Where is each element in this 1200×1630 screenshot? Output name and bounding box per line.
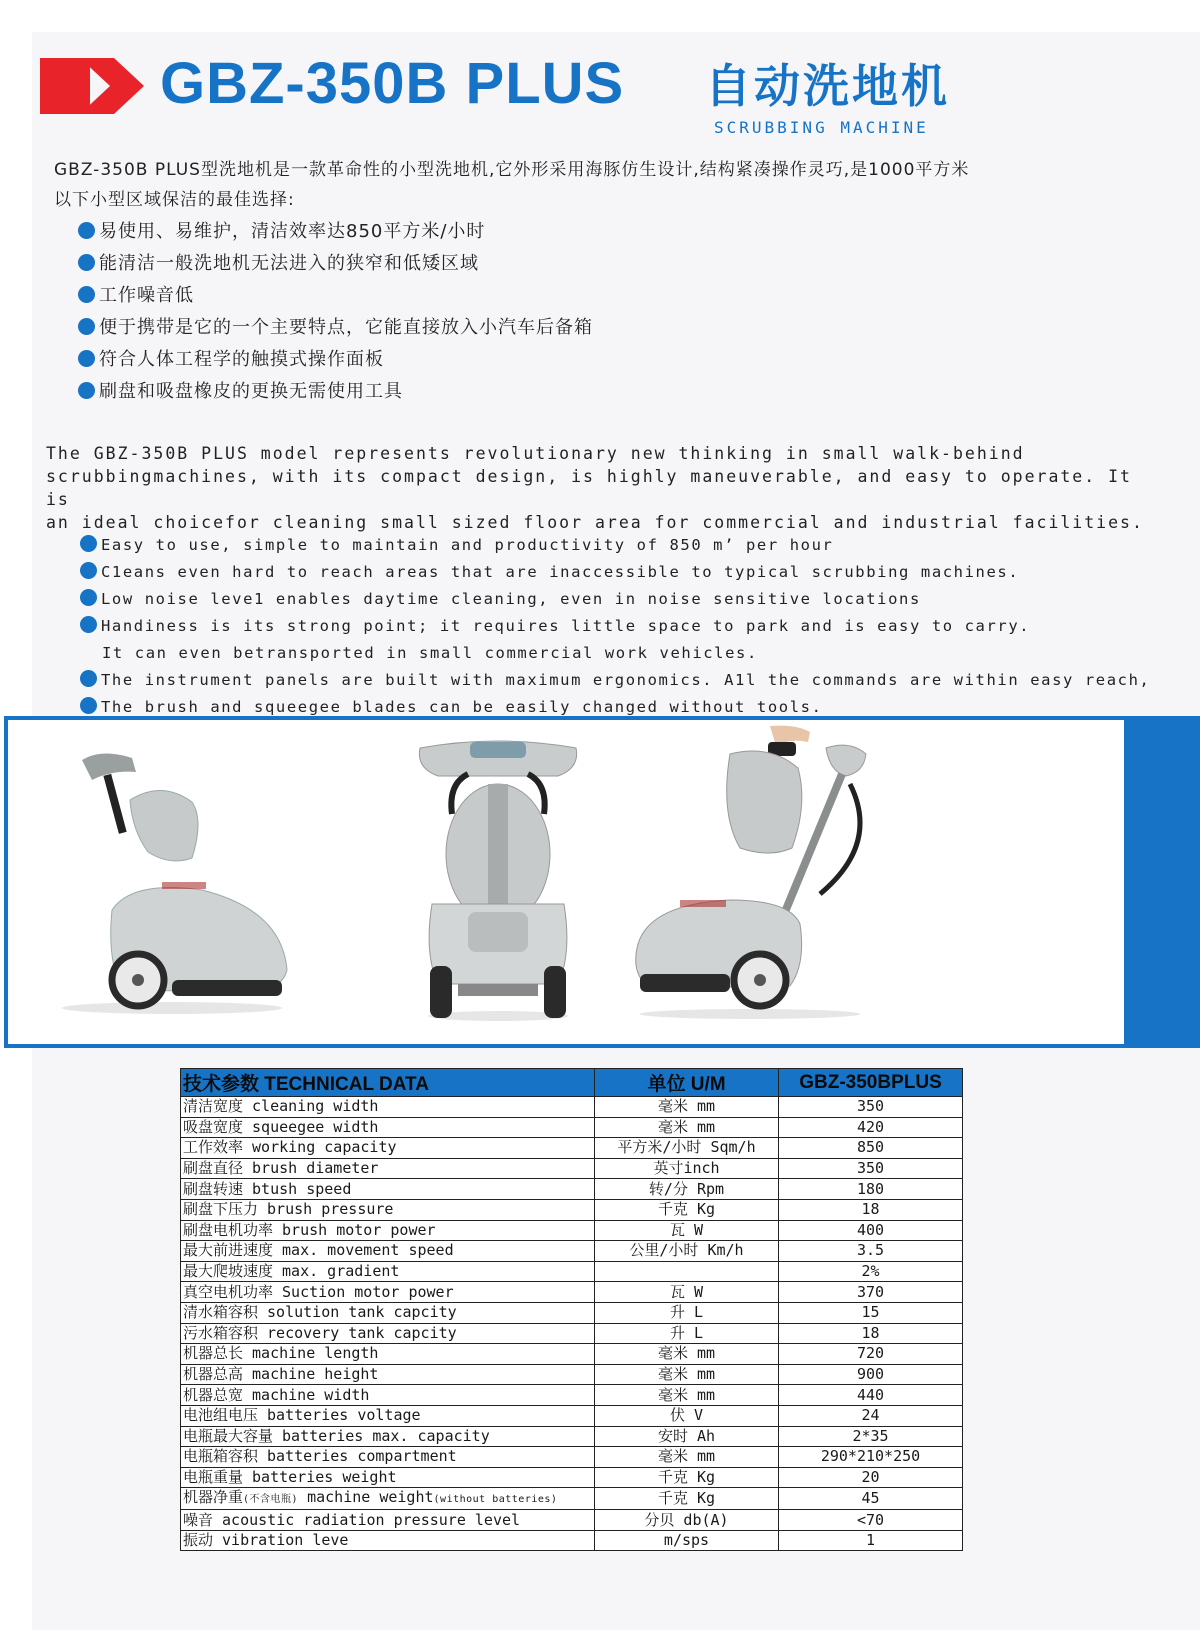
- bullet-dot-icon: [78, 350, 95, 367]
- unit-cell: 英寸inch: [595, 1158, 779, 1179]
- feature-item-cn: [78, 216, 593, 248]
- feature-text: 能清洁一般洗地机无法进入的狭窄和低矮区域: [99, 253, 479, 274]
- table-body: [181, 1097, 963, 1551]
- parameter-cell: 污水箱容积 recovery tank capcity: [181, 1323, 595, 1344]
- feature-item-en: [80, 559, 1150, 586]
- bullet-dot-icon: [78, 382, 95, 399]
- feature-item-cn: [78, 376, 593, 408]
- parameter-cell: 振动 vibration leve: [181, 1530, 595, 1551]
- feature-item-cn: [78, 344, 593, 376]
- column-header-model: GBZ-350BPLUS: [779, 1069, 963, 1097]
- unit-cell: 千克 Kg: [595, 1199, 779, 1220]
- feature-text: The brush and squeegee blades can be easily changed without tools.: [101, 698, 823, 716]
- parameter-cell: 噪音 acoustic radiation pressure level: [181, 1510, 595, 1531]
- bullet-dot-icon: [78, 222, 95, 239]
- value-cell: 24: [779, 1405, 963, 1426]
- intro-en-line3: an ideal choicefor cleaning small sized floor area for commercial and industrial facilities.: [46, 513, 1144, 532]
- feature-text: Easy to use, simple to maintain and productivity of 850 m’ per hour: [101, 536, 834, 554]
- feature-item-en: [80, 613, 1150, 640]
- value-cell: 180: [779, 1179, 963, 1200]
- feature-item-en: [80, 667, 1150, 694]
- table-row: [181, 1097, 963, 1118]
- feature-item-en: [80, 532, 1150, 559]
- value-cell: 350: [779, 1158, 963, 1179]
- value-cell: 45: [779, 1488, 963, 1510]
- parameter-cell: 吸盘宽度 squeegee width: [181, 1117, 595, 1138]
- product-title-cn: 自动洗地机: [705, 59, 950, 113]
- bullet-dot-icon: [80, 589, 97, 606]
- feature-text: The instrument panels are built with maximum ergonomics. A1l the commands are within easy reach,: [101, 671, 1151, 689]
- bullet-dot-icon: [80, 535, 97, 552]
- parameter-cell: 机器总高 machine height: [181, 1364, 595, 1385]
- model-title: GBZ-350B PLUS: [160, 51, 625, 116]
- parameter-cell: 真空电机功率 Suction motor power: [181, 1282, 595, 1303]
- spec-table: [180, 1068, 963, 1551]
- parameter-cell: [181, 1488, 595, 1510]
- unit-cell: 平方米/小时 Sqm/h: [595, 1138, 779, 1159]
- table-row: [181, 1510, 963, 1531]
- parameter-cell: 清洁宽度 cleaning width: [181, 1097, 595, 1118]
- unit-cell: m/sps: [595, 1530, 779, 1551]
- unit-cell: 毫米 mm: [595, 1364, 779, 1385]
- unit-cell: 分贝 db(A): [595, 1510, 779, 1531]
- table-row: [181, 1488, 963, 1510]
- parameter-cell: 刷盘直径 brush diameter: [181, 1158, 595, 1179]
- column-header-parameter: 技术参数 TECHNICAL DATA: [181, 1069, 595, 1097]
- table-header-row: [181, 1069, 963, 1097]
- unit-cell: 毫米 mm: [595, 1447, 779, 1468]
- feature-item-cn: [78, 248, 593, 280]
- table-row: [181, 1158, 963, 1179]
- feature-list-cn: [78, 216, 593, 408]
- machine-carry-view: [620, 724, 910, 1024]
- unit-cell: 毫米 mm: [595, 1117, 779, 1138]
- feature-text: 刷盘和吸盘橡皮的更换无需使用工具: [99, 381, 403, 402]
- value-cell: 720: [779, 1344, 963, 1365]
- unit-cell: 瓦 W: [595, 1282, 779, 1303]
- unit-cell: 升 L: [595, 1302, 779, 1323]
- technical-data-table: [180, 1068, 962, 1551]
- parameter-note: (不含电瓶): [243, 1494, 299, 1506]
- value-cell: 850: [779, 1138, 963, 1159]
- table-row: [181, 1199, 963, 1220]
- intro-cn-line1: GBZ-350B PLUS型洗地机是一款革命性的小型洗地机,它外形采用海豚仿生设计,结构紧凑操作灵巧,是1000平方米: [54, 160, 970, 180]
- feature-item-en: [80, 586, 1150, 613]
- unit-cell: 安时 Ah: [595, 1426, 779, 1447]
- bullet-dot-icon: [80, 670, 97, 687]
- parameter-cell: 电瓶箱容积 batteries compartment: [181, 1447, 595, 1468]
- table-row: [181, 1467, 963, 1488]
- bullet-dot-icon: [80, 562, 97, 579]
- value-cell: <70: [779, 1510, 963, 1531]
- parameter-cn: 机器净重: [183, 1488, 244, 1507]
- parameter-cell: 最大爬坡速度 max. gradient: [181, 1261, 595, 1282]
- value-cell: 350: [779, 1097, 963, 1118]
- parameter-cell: 刷盘转速 btush speed: [181, 1179, 595, 1200]
- bullet-dot-icon: [78, 286, 95, 303]
- unit-cell: 瓦 W: [595, 1220, 779, 1241]
- table-row: [181, 1426, 963, 1447]
- parameter-cell: 工作效率 working capacity: [181, 1138, 595, 1159]
- intro-cn: [54, 155, 1164, 215]
- intro-cn-line2: 以下小型区域保洁的最佳选择:: [54, 190, 295, 210]
- feature-list-en: [80, 532, 1150, 721]
- table-row: [181, 1179, 963, 1200]
- bullet-dot-icon: [80, 697, 97, 714]
- bullet-dot-icon: [80, 616, 97, 633]
- unit-cell: 千克 Kg: [595, 1488, 779, 1510]
- value-cell: 370: [779, 1282, 963, 1303]
- machine-rear-view: [408, 734, 588, 1024]
- feature-item-cn: [78, 280, 593, 312]
- table-row: [181, 1405, 963, 1426]
- table-row: [181, 1530, 963, 1551]
- table-row: [181, 1282, 963, 1303]
- value-cell: 18: [779, 1323, 963, 1344]
- unit-cell: 转/分 Rpm: [595, 1179, 779, 1200]
- intro-en-line2: scrubbingmachines, with its compact design, is highly maneuverable, and easy to operate. It is: [46, 467, 1132, 509]
- table-row: [181, 1138, 963, 1159]
- parameter-cell: 电池组电压 batteries voltage: [181, 1405, 595, 1426]
- feature-text: C1eans even hard to reach areas that are inaccessible to typical scrubbing machines.: [101, 563, 1020, 581]
- feature-item-cn: [78, 312, 593, 344]
- unit-cell: 公里/小时 Km/h: [595, 1241, 779, 1262]
- table-row: [181, 1447, 963, 1468]
- parameter-cell: 电瓶重量 batteries weight: [181, 1467, 595, 1488]
- feature-item-en-continuation: It can even betransported in small commercial work vehicles.: [102, 644, 758, 662]
- value-cell: 1: [779, 1530, 963, 1551]
- parameter-cell: 电瓶最大容量 batteries max. capacity: [181, 1426, 595, 1447]
- value-cell: 440: [779, 1385, 963, 1406]
- table-row: [181, 1385, 963, 1406]
- value-cell: 290*210*250: [779, 1447, 963, 1468]
- value-cell: 15: [779, 1302, 963, 1323]
- parameter-cell: 清水箱容积 solution tank capcity: [181, 1302, 595, 1323]
- parameter-cell: 刷盘电机功率 brush motor power: [181, 1220, 595, 1241]
- value-cell: 2%: [779, 1261, 963, 1282]
- machine-side-view: [52, 740, 292, 1020]
- bullet-dot-icon: [78, 254, 95, 271]
- table-row: [181, 1364, 963, 1385]
- value-cell: 400: [779, 1220, 963, 1241]
- unit-cell: [595, 1261, 779, 1282]
- value-cell: 900: [779, 1364, 963, 1385]
- unit-cell: 伏 V: [595, 1405, 779, 1426]
- table-row: [181, 1302, 963, 1323]
- feature-text: 易使用、易维护，清洁效率达850平方米/小时: [99, 221, 486, 242]
- unit-cell: 毫米 mm: [595, 1344, 779, 1365]
- bullet-dot-icon: [78, 318, 95, 335]
- feature-text: Low noise leve1 enables daytime cleaning, even in noise sensitive locations: [101, 590, 921, 608]
- unit-cell: 毫米 mm: [595, 1385, 779, 1406]
- column-header-unit: 单位 U/M: [595, 1069, 779, 1097]
- unit-cell: 升 L: [595, 1323, 779, 1344]
- table-row: [181, 1344, 963, 1365]
- photo-accent-tab: [1124, 716, 1200, 1048]
- feature-text: Handiness is its strong point; it requires little space to park and is easy to carry.: [101, 617, 1031, 635]
- value-cell: 18: [779, 1199, 963, 1220]
- parameter-note: (without batteries): [433, 1494, 558, 1506]
- product-subtitle: SCRUBBING MACHINE: [714, 118, 929, 137]
- table-row: [181, 1261, 963, 1282]
- parameter-cell: 机器总长 machine length: [181, 1344, 595, 1365]
- intro-en-line1: The GBZ-350B PLUS model represents revolutionary new thinking in small walk-behind: [46, 444, 1025, 463]
- table-row: [181, 1323, 963, 1344]
- table-row: [181, 1220, 963, 1241]
- parameter-cell: 刷盘下压力 brush pressure: [181, 1199, 595, 1220]
- unit-cell: 千克 Kg: [595, 1467, 779, 1488]
- feature-text: 便于携带是它的一个主要特点，它能直接放入小汽车后备箱: [99, 317, 593, 338]
- table-row: [181, 1241, 963, 1262]
- red-chevron-logo: [40, 58, 144, 114]
- unit-cell: 毫米 mm: [595, 1097, 779, 1118]
- value-cell: 3.5: [779, 1241, 963, 1262]
- feature-text: 工作噪音低: [99, 285, 194, 306]
- parameter-cell: 机器总宽 machine width: [181, 1385, 595, 1406]
- feature-text: 符合人体工程学的触摸式操作面板: [99, 349, 384, 370]
- intro-en: [46, 442, 1166, 534]
- photo-frame: [4, 716, 1128, 1048]
- parameter-en: machine weight: [298, 1488, 434, 1507]
- value-cell: 20: [779, 1467, 963, 1488]
- table-row: [181, 1117, 963, 1138]
- parameter-cell: 最大前进速度 max. movement speed: [181, 1241, 595, 1262]
- value-cell: 420: [779, 1117, 963, 1138]
- value-cell: 2*35: [779, 1426, 963, 1447]
